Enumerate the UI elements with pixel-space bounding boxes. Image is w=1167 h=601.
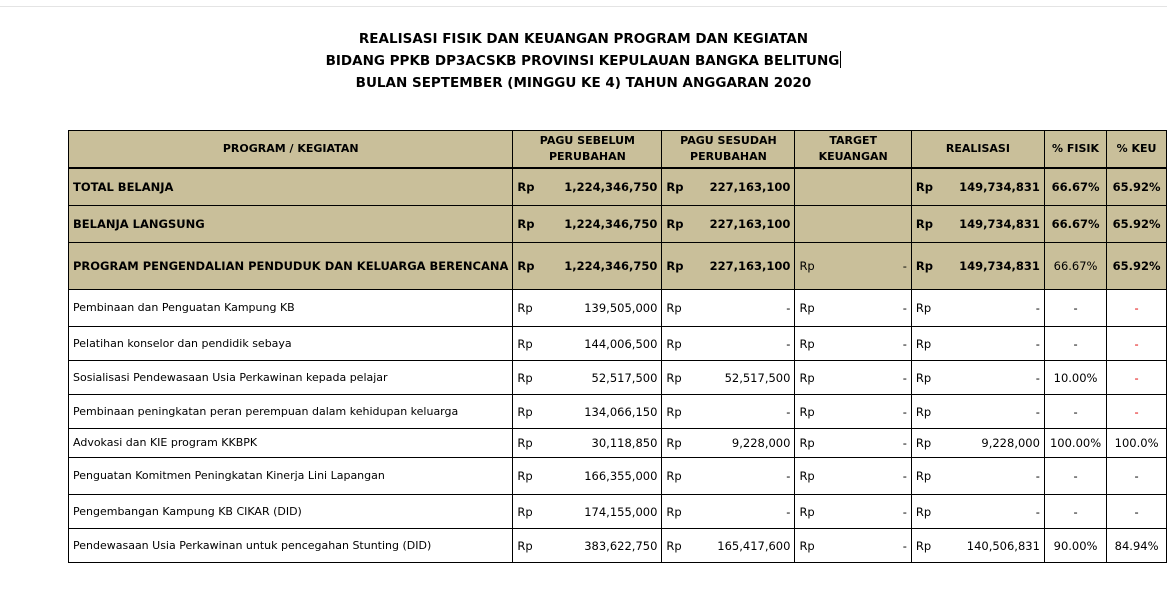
pagu-sebelum-value: 134,066,150	[545, 395, 662, 429]
target-value	[829, 206, 911, 243]
keu-value: 65.92%	[1107, 168, 1167, 206]
currency-label: Rp	[513, 458, 545, 495]
realisasi-value: 149,734,831	[944, 168, 1045, 206]
pagu-sesudah-value: -	[694, 290, 795, 327]
pagu-sesudah-value: -	[694, 495, 795, 529]
currency-label: Rp	[795, 361, 829, 395]
report-title	[0, 28, 1167, 94]
row-label: TOTAL BELANJA	[69, 168, 513, 206]
currency-label	[795, 168, 829, 206]
realisasi-value: 140,506,831	[944, 529, 1045, 563]
currency-label: Rp	[911, 495, 943, 529]
fisik-value: -	[1044, 290, 1106, 327]
realisasi-value: -	[944, 290, 1045, 327]
fisik-value: -	[1044, 395, 1106, 429]
currency-label: Rp	[911, 395, 943, 429]
header-target: TARGET KEUANGAN	[795, 131, 911, 169]
currency-label: Rp	[662, 429, 694, 458]
pagu-sebelum-value: 144,006,500	[545, 327, 662, 361]
header-pagu-sebelum: PAGU SEBELUM PERUBAHAN	[513, 131, 662, 169]
fisik-value: 90.00%	[1044, 529, 1106, 563]
currency-label: Rp	[513, 243, 545, 290]
row-label: BELANJA LANGSUNG	[69, 206, 513, 243]
top-divider	[0, 6, 1167, 7]
activity-label: Pengembangan Kampung KB CIKAR (DID)	[69, 495, 513, 529]
currency-label: Rp	[795, 529, 829, 563]
currency-label: Rp	[662, 290, 694, 327]
pagu-sesudah-value: 227,163,100	[694, 243, 795, 290]
title-line-1: REALISASI FISIK DAN KEUANGAN PROGRAM DAN KEGIATAN	[358, 31, 809, 47]
currency-label: Rp	[795, 290, 829, 327]
pagu-sebelum-value: 174,155,000	[545, 495, 662, 529]
currency-label: Rp	[662, 458, 694, 495]
realisasi-value: -	[944, 495, 1045, 529]
activity-row	[69, 327, 1167, 361]
fisik-value: 66.67%	[1044, 206, 1106, 243]
target-value: -	[829, 243, 911, 290]
pagu-sebelum-value: 30,118,850	[545, 429, 662, 458]
pagu-sebelum-value: 52,517,500	[545, 361, 662, 395]
pagu-sesudah-value: 165,417,600	[694, 529, 795, 563]
currency-label: Rp	[911, 429, 943, 458]
keu-value: 65.92%	[1107, 243, 1167, 290]
activity-label: Pembinaan dan Penguatan Kampung KB	[69, 290, 513, 327]
realisasi-value: 149,734,831	[944, 243, 1045, 290]
target-value: -	[829, 529, 911, 563]
pagu-sebelum-value: 166,355,000	[545, 458, 662, 495]
currency-label: Rp	[662, 243, 694, 290]
currency-label: Rp	[911, 529, 943, 563]
currency-label: Rp	[911, 458, 943, 495]
currency-label: Rp	[662, 168, 694, 206]
report-body	[69, 168, 1167, 563]
activity-label: Pendewasaan Usia Perkawinan untuk pencegahan Stunting (DID)	[69, 529, 513, 563]
activity-label: Advokasi dan KIE program KKBPK	[69, 429, 513, 458]
currency-label: Rp	[662, 206, 694, 243]
currency-label: Rp	[513, 206, 545, 243]
target-value: -	[829, 361, 911, 395]
realisasi-value: -	[944, 395, 1045, 429]
fisik-value: 10.00%	[1044, 361, 1106, 395]
text-cursor	[840, 51, 841, 68]
currency-label: Rp	[911, 290, 943, 327]
realisasi-value: 149,734,831	[944, 206, 1045, 243]
pagu-sebelum-value: 139,505,000	[545, 290, 662, 327]
currency-label: Rp	[795, 429, 829, 458]
keu-value: 100.0%	[1107, 429, 1167, 458]
currency-label: Rp	[662, 529, 694, 563]
header-keu: % KEU	[1107, 131, 1167, 169]
pagu-sebelum-value: 1,224,346,750	[545, 243, 662, 290]
pagu-sesudah-value: -	[694, 458, 795, 495]
keu-value: 65.92%	[1107, 206, 1167, 243]
currency-label: Rp	[911, 168, 943, 206]
keu-value: -	[1107, 395, 1167, 429]
target-value: -	[829, 395, 911, 429]
header-fisik: % FISIK	[1044, 131, 1106, 169]
currency-label: Rp	[513, 168, 545, 206]
pagu-sebelum-value: 1,224,346,750	[545, 206, 662, 243]
activity-row	[69, 495, 1167, 529]
header-pagu-sesudah: PAGU SESUDAH PERUBAHAN	[662, 131, 795, 169]
header-realisasi: REALISASI	[911, 131, 1044, 169]
currency-label: Rp	[795, 243, 829, 290]
realisasi-value: -	[944, 458, 1045, 495]
currency-label: Rp	[662, 495, 694, 529]
currency-label: Rp	[662, 395, 694, 429]
fisik-value: 100.00%	[1044, 429, 1106, 458]
activity-row	[69, 395, 1167, 429]
target-value: -	[829, 458, 911, 495]
currency-label: Rp	[795, 395, 829, 429]
target-value	[829, 168, 911, 206]
currency-label: Rp	[513, 495, 545, 529]
report-table	[68, 130, 1167, 563]
realisasi-value: 9,228,000	[944, 429, 1045, 458]
pagu-sesudah-value: -	[694, 395, 795, 429]
currency-label: Rp	[795, 458, 829, 495]
currency-label	[795, 206, 829, 243]
title-line-2-text: BIDANG PPKB DP3ACSKB PROVINSI KEPULAUAN BANGKA BELITUNG	[325, 53, 840, 69]
keu-value: -	[1107, 458, 1167, 495]
pagu-sesudah-value: 9,228,000	[694, 429, 795, 458]
fisik-value: -	[1044, 327, 1106, 361]
pagu-sesudah-value: 227,163,100	[694, 206, 795, 243]
activity-label: Pembinaan peningkatan peran perempuan dalam kehidupan keluarga	[69, 395, 513, 429]
fisik-value: -	[1044, 458, 1106, 495]
currency-label: Rp	[513, 429, 545, 458]
summary-row	[69, 206, 1167, 243]
pagu-sesudah-value: 52,517,500	[694, 361, 795, 395]
activity-label: Pelatihan konselor dan pendidik sebaya	[69, 327, 513, 361]
keu-value: -	[1107, 327, 1167, 361]
activity-row	[69, 458, 1167, 495]
target-value: -	[829, 290, 911, 327]
pagu-sebelum-value: 383,622,750	[545, 529, 662, 563]
currency-label: Rp	[911, 206, 943, 243]
title-line-2	[0, 50, 1167, 72]
pagu-sesudah-value: -	[694, 327, 795, 361]
keu-value: -	[1107, 495, 1167, 529]
target-value: -	[829, 429, 911, 458]
pagu-sesudah-value: 227,163,100	[694, 168, 795, 206]
summary-row	[69, 168, 1167, 206]
activity-row	[69, 290, 1167, 327]
realisasi-value: -	[944, 361, 1045, 395]
row-label: PROGRAM PENGENDALIAN PENDUDUK DAN KELUARGA BERENCANA	[69, 243, 513, 290]
header-program: PROGRAM / KEGIATAN	[69, 131, 513, 169]
target-value: -	[829, 327, 911, 361]
target-value: -	[829, 495, 911, 529]
activity-row	[69, 529, 1167, 563]
activity-row	[69, 361, 1167, 395]
currency-label: Rp	[911, 327, 943, 361]
currency-label: Rp	[911, 243, 943, 290]
fisik-value: 66.67%	[1044, 243, 1106, 290]
keu-value: 84.94%	[1107, 529, 1167, 563]
keu-value: -	[1107, 361, 1167, 395]
currency-label: Rp	[662, 327, 694, 361]
activity-label: Penguatan Komitmen Peningkatan Kinerja Lini Lapangan	[69, 458, 513, 495]
currency-label: Rp	[513, 327, 545, 361]
realisasi-value: -	[944, 327, 1045, 361]
keu-value: -	[1107, 290, 1167, 327]
currency-label: Rp	[513, 361, 545, 395]
currency-label: Rp	[513, 529, 545, 563]
currency-label: Rp	[662, 361, 694, 395]
currency-label: Rp	[911, 361, 943, 395]
currency-label: Rp	[513, 290, 545, 327]
fisik-value: 66.67%	[1044, 168, 1106, 206]
activity-row	[69, 429, 1167, 458]
summary-row	[69, 243, 1167, 290]
currency-label: Rp	[513, 395, 545, 429]
title-line-3: BULAN SEPTEMBER (MINGGU KE 4) TAHUN ANGGARAN 2020	[355, 75, 812, 91]
currency-label: Rp	[795, 495, 829, 529]
activity-label: Sosialisasi Pendewasaan Usia Perkawinan kepada pelajar	[69, 361, 513, 395]
fisik-value: -	[1044, 495, 1106, 529]
currency-label: Rp	[795, 327, 829, 361]
pagu-sebelum-value: 1,224,346,750	[545, 168, 662, 206]
